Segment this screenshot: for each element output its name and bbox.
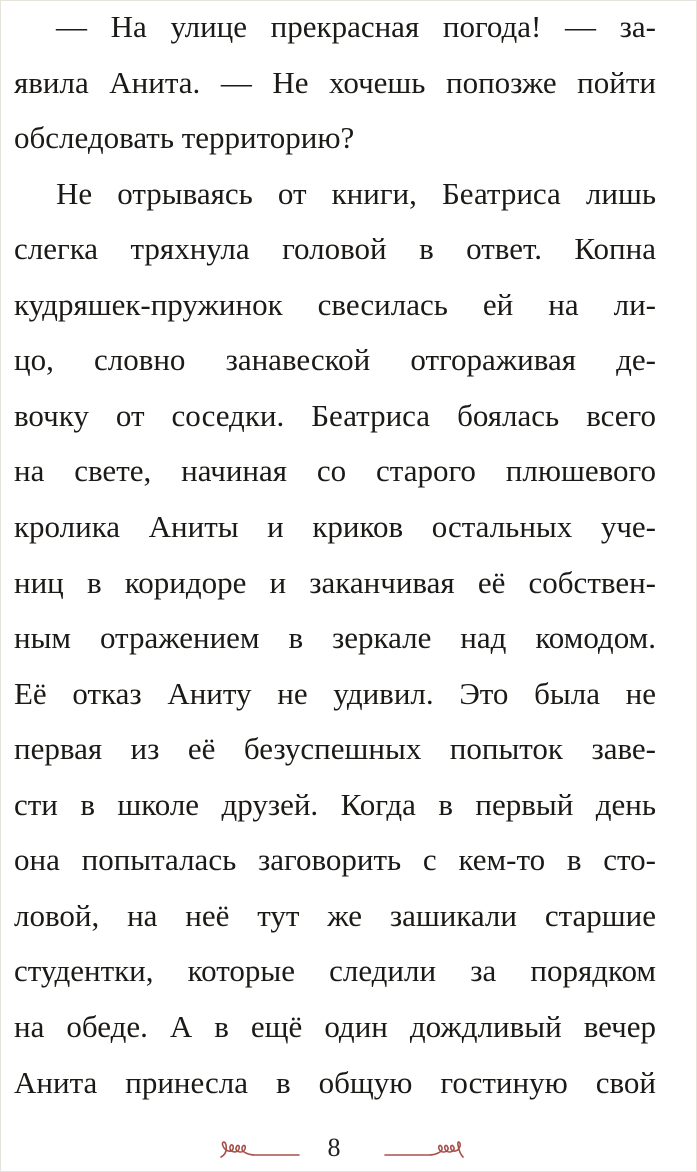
text-line: обследовать территорию? [14,120,355,155]
text-line: Её отказ Аниту не удивил. Это была не [14,676,656,711]
text-line: слегка тряхнула головой в ответ. Копна [14,231,656,266]
text-line: цо, словно занавеской отгораживая де- [14,342,656,377]
text-line: первая из её безуспешных попыток заве- [14,731,656,766]
text-line: кролика Аниты и криков остальных уче- [14,509,656,544]
page-number: 8 [327,1133,341,1162]
text-line: Анита принесла в общую гостиную свой [14,1065,656,1100]
right-flourish-icon [383,1137,465,1161]
text-line: Не отрываясь от книги, Беатриса лишь [56,176,656,211]
text-line: ным отражением в зеркале над комодом. [14,620,656,655]
text-line: кудряшек-пружинок свесилась ей на ли- [14,287,656,322]
text-line: ловой, на неё тут же зашикали старшие [14,898,656,933]
text-line: вочку от соседки. Беатриса боялась всего [14,398,656,433]
text-line: она попыталась заговорить с кем-то в сто- [14,842,656,877]
text-line: явила Анита. — Не хочешь попозже пойти [14,65,656,100]
text-line: — На улице прекрасная погода! — за- [56,9,656,44]
text-line: ниц в коридоре и заканчивая её собствен- [14,565,656,600]
text-line: сти в школе друзей. Когда в первый день [14,787,656,822]
text-line: на свете, начиная со старого плюшевого [14,453,656,488]
page-footer [1,1129,697,1169]
left-flourish-icon [219,1137,301,1161]
text-line: студентки, которые следили за порядком [14,953,656,988]
text-line: на обеде. А в ещё один дождливый вечер [14,1009,656,1044]
